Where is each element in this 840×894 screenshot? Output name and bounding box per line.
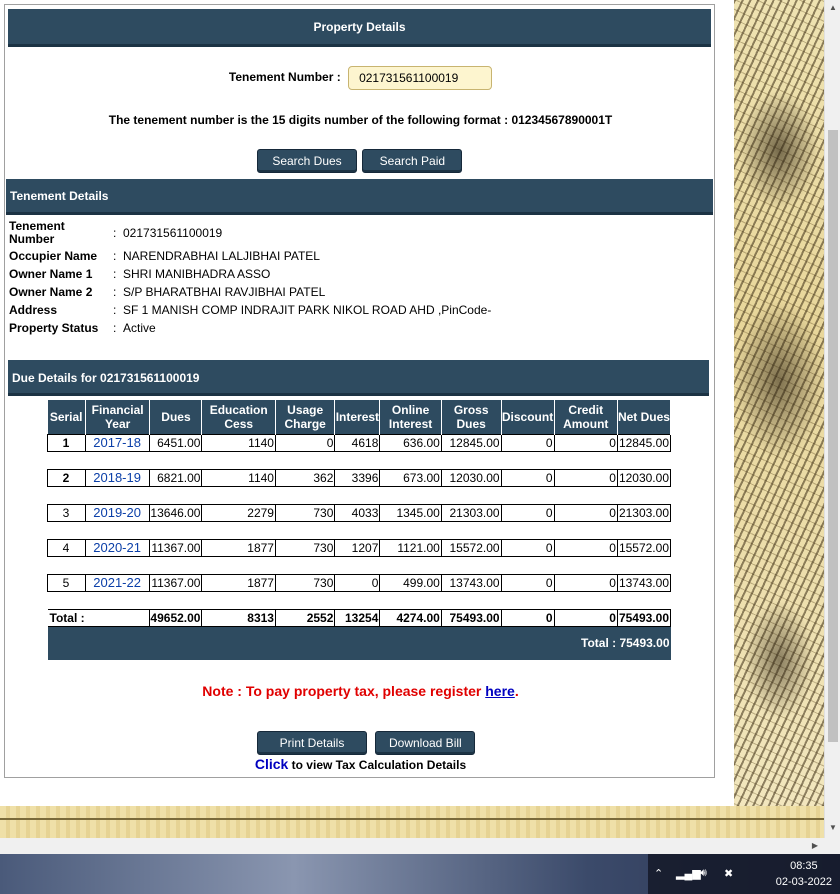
- cell-gross: 12030.00: [441, 469, 501, 486]
- cell-online: 1121.00: [380, 539, 441, 556]
- cell-online: 673.00: [380, 469, 441, 486]
- cell-online: 636.00: [380, 434, 441, 451]
- detail-value: 021731561100019: [123, 226, 223, 240]
- cell-serial: 4: [48, 539, 86, 556]
- year-link[interactable]: 2021-22: [93, 575, 141, 590]
- year-link[interactable]: 2018-19: [93, 470, 141, 485]
- detail-row-tenement: Tenement Number : 021731561100019: [9, 219, 223, 246]
- detail-label: Occupier Name: [9, 248, 98, 263]
- dues-table: [47, 400, 671, 660]
- detail-row-owner1: Owner Name 1 : SHRI MANIBHADRA ASSO: [9, 266, 271, 281]
- detail-row-address: Address : SF 1 MANISH COMP INDRAJIT PARK NIKOL ROAD AHD ,PinCode-: [9, 302, 492, 317]
- cell-usage: 362: [275, 469, 334, 486]
- scroll-up-icon[interactable]: ▲: [829, 3, 837, 12]
- total-usage: 2552: [275, 609, 334, 626]
- grand-total-row: [48, 626, 671, 660]
- search-buttons: [257, 149, 462, 173]
- cell-interest: 0: [335, 574, 380, 591]
- cell-discount: 0: [501, 469, 554, 486]
- cell-cess: 1140: [202, 434, 276, 451]
- search-dues-button[interactable]: Search Dues: [257, 149, 357, 173]
- property-details-panel: [4, 4, 715, 778]
- col-net: Net Dues: [617, 400, 670, 434]
- action-buttons: [257, 731, 475, 755]
- tenement-number-input[interactable]: [348, 66, 492, 90]
- chevron-up-icon[interactable]: ⌃: [654, 868, 664, 880]
- total-dues: 49652.00: [150, 610, 201, 625]
- cell-credit: 0: [554, 574, 617, 591]
- cell-dues: 6451.00: [150, 434, 202, 451]
- cell-discount: 0: [501, 504, 554, 521]
- detail-value: SF 1 MANISH COMP INDRAJIT PARK NIKOL ROAD AHD ,PinCode-: [123, 303, 492, 317]
- tax-calculation-line: [5, 756, 716, 772]
- total-net: 75493.00: [618, 610, 669, 625]
- table-row: [48, 504, 671, 521]
- cell-credit: 0: [554, 434, 617, 451]
- tenement-details: [9, 219, 709, 337]
- cell-discount: 0: [501, 434, 554, 451]
- col-online-interest: Online Interest: [380, 400, 441, 434]
- detail-value: S/P BHARATBHAI RAVJIBHAI PATEL: [123, 285, 326, 299]
- cell-net: 13743.00: [618, 575, 669, 590]
- cell-dues: 11367.00: [151, 540, 201, 555]
- detail-label: Owner Name 2: [9, 284, 93, 299]
- network-icon[interactable]: ▂▄▆: [676, 868, 701, 880]
- search-paid-button[interactable]: Search Paid: [362, 149, 462, 173]
- detail-value: NARENDRABHAI LALJIBHAI PATEL: [123, 249, 320, 263]
- register-link[interactable]: here: [485, 683, 515, 699]
- cell-gross: 12845.00: [441, 434, 501, 451]
- col-discount: Discount: [501, 400, 554, 434]
- total-interest: 13254: [335, 609, 380, 626]
- cell-credit: 0: [554, 539, 617, 556]
- tenement-details-heading: Tenement Details: [6, 179, 713, 215]
- cell-interest: 1207: [335, 539, 380, 556]
- cell-gross: 15572.00: [441, 539, 501, 556]
- cell-discount: 0: [501, 574, 554, 591]
- horizontal-scrollbar[interactable]: [0, 838, 840, 854]
- col-interest: Interest: [335, 400, 380, 434]
- tenement-search-row: [5, 66, 716, 90]
- year-link[interactable]: 2020-21: [93, 540, 141, 555]
- download-bill-button[interactable]: Download Bill: [375, 731, 475, 755]
- background-strip: [0, 806, 824, 838]
- scroll-down-icon[interactable]: ▼: [829, 823, 837, 832]
- cell-net: 12845.00: [618, 435, 669, 450]
- cell-cess: 1140: [202, 469, 276, 486]
- tax-calculation-link[interactable]: Click: [254, 756, 289, 772]
- cell-cess: 1877: [202, 574, 276, 591]
- table-row: [48, 574, 671, 591]
- col-serial: Serial: [48, 400, 86, 434]
- detail-label: Owner Name 1: [9, 266, 93, 281]
- cell-online: 1345.00: [380, 504, 441, 521]
- clock-time: 08:35: [790, 860, 818, 872]
- taskbar: [0, 854, 840, 894]
- cell-serial: 2: [48, 469, 86, 486]
- cell-usage: 730: [275, 504, 334, 521]
- col-cess: Education Cess: [202, 400, 276, 434]
- system-tray: [648, 854, 840, 894]
- cell-interest: 3396: [335, 469, 380, 486]
- total-gross: 75493.00: [441, 609, 501, 626]
- cell-dues: 13646.00: [150, 505, 201, 520]
- cell-usage: 0: [275, 434, 334, 451]
- year-link[interactable]: 2019-20: [93, 505, 141, 520]
- cell-credit: 0: [554, 504, 617, 521]
- cell-usage: 730: [275, 574, 334, 591]
- cell-interest: 4033: [335, 504, 380, 521]
- detail-label: Address: [9, 302, 58, 317]
- clock[interactable]: [776, 858, 832, 890]
- cell-interest: 4618: [335, 434, 380, 451]
- cell-serial: 3: [48, 504, 86, 521]
- scroll-right-icon[interactable]: ▶: [811, 841, 819, 850]
- cell-net: 15572.00: [618, 540, 669, 555]
- cell-usage: 730: [275, 539, 334, 556]
- notification-icon[interactable]: ✖: [724, 868, 734, 880]
- cell-online: 499.00: [380, 574, 441, 591]
- cell-net: 12030.00: [618, 470, 669, 485]
- total-online: 4274.00: [380, 609, 441, 626]
- cell-discount: 0: [501, 539, 554, 556]
- tenement-number-label: Tenement Number :: [228, 70, 341, 85]
- year-link[interactable]: 2017-18: [93, 435, 141, 450]
- total-label: Total :: [48, 609, 150, 626]
- detail-row-occupier: Occupier Name : NARENDRABHAI LALJIBHAI PATEL: [9, 248, 320, 263]
- vertical-scrollbar[interactable]: [824, 0, 840, 838]
- total-cess: 8313: [202, 609, 276, 626]
- tax-calculation-text: to view Tax Calculation Details: [288, 758, 467, 772]
- note-text: Note : To pay property tax, please register: [202, 683, 486, 699]
- register-note: [5, 683, 716, 699]
- detail-label: Property Status: [9, 320, 99, 335]
- cell-net: 21303.00: [618, 505, 669, 520]
- detail-value: SHRI MANIBHADRA ASSO: [123, 267, 271, 281]
- detail-value: Active: [123, 321, 156, 335]
- table-row: [48, 434, 671, 451]
- detail-row-status: Property Status : Active: [9, 320, 156, 335]
- table-row: [48, 469, 671, 486]
- total-credit: 0: [554, 609, 617, 626]
- col-usage: Usage Charge: [275, 400, 334, 434]
- note-end: .: [514, 683, 519, 699]
- col-gross: Gross Dues: [441, 400, 501, 434]
- cell-credit: 0: [554, 469, 617, 486]
- volume-icon[interactable]: 🔊︎: [700, 867, 707, 879]
- clock-date: 02-03-2022: [775, 876, 832, 888]
- total-discount: 0: [501, 609, 554, 626]
- cell-serial: 1: [48, 434, 86, 451]
- cell-dues: 11367.00: [151, 575, 201, 590]
- format-hint: The tenement number is the 15 digits number of the following format : 01234567890001T: [108, 113, 613, 127]
- detail-row-owner2: Owner Name 2 : S/P BHARATBHAI RAVJIBHAI PATEL: [9, 284, 326, 299]
- detail-label: Tenement Number: [9, 219, 65, 246]
- print-details-button[interactable]: Print Details: [257, 731, 367, 755]
- page-title: Property Details: [8, 9, 711, 47]
- grand-total: Total : 75493.00: [48, 626, 671, 660]
- cell-cess: 2279: [202, 504, 276, 521]
- cell-cess: 1877: [202, 539, 276, 556]
- scroll-thumb[interactable]: [828, 130, 838, 742]
- total-row: [48, 609, 671, 626]
- background-art: [734, 0, 824, 824]
- col-credit: Credit Amount: [554, 400, 617, 434]
- cell-gross: 21303.00: [441, 504, 501, 521]
- cell-serial: 5: [48, 574, 86, 591]
- table-row: [48, 539, 671, 556]
- cell-dues: 6821.00: [150, 469, 202, 486]
- due-details-heading: Due Details for 021731561100019: [8, 360, 709, 396]
- col-dues: Dues: [150, 400, 202, 434]
- cell-gross: 13743.00: [441, 574, 501, 591]
- col-year: Financial Year: [85, 400, 150, 434]
- table-header: [48, 400, 671, 434]
